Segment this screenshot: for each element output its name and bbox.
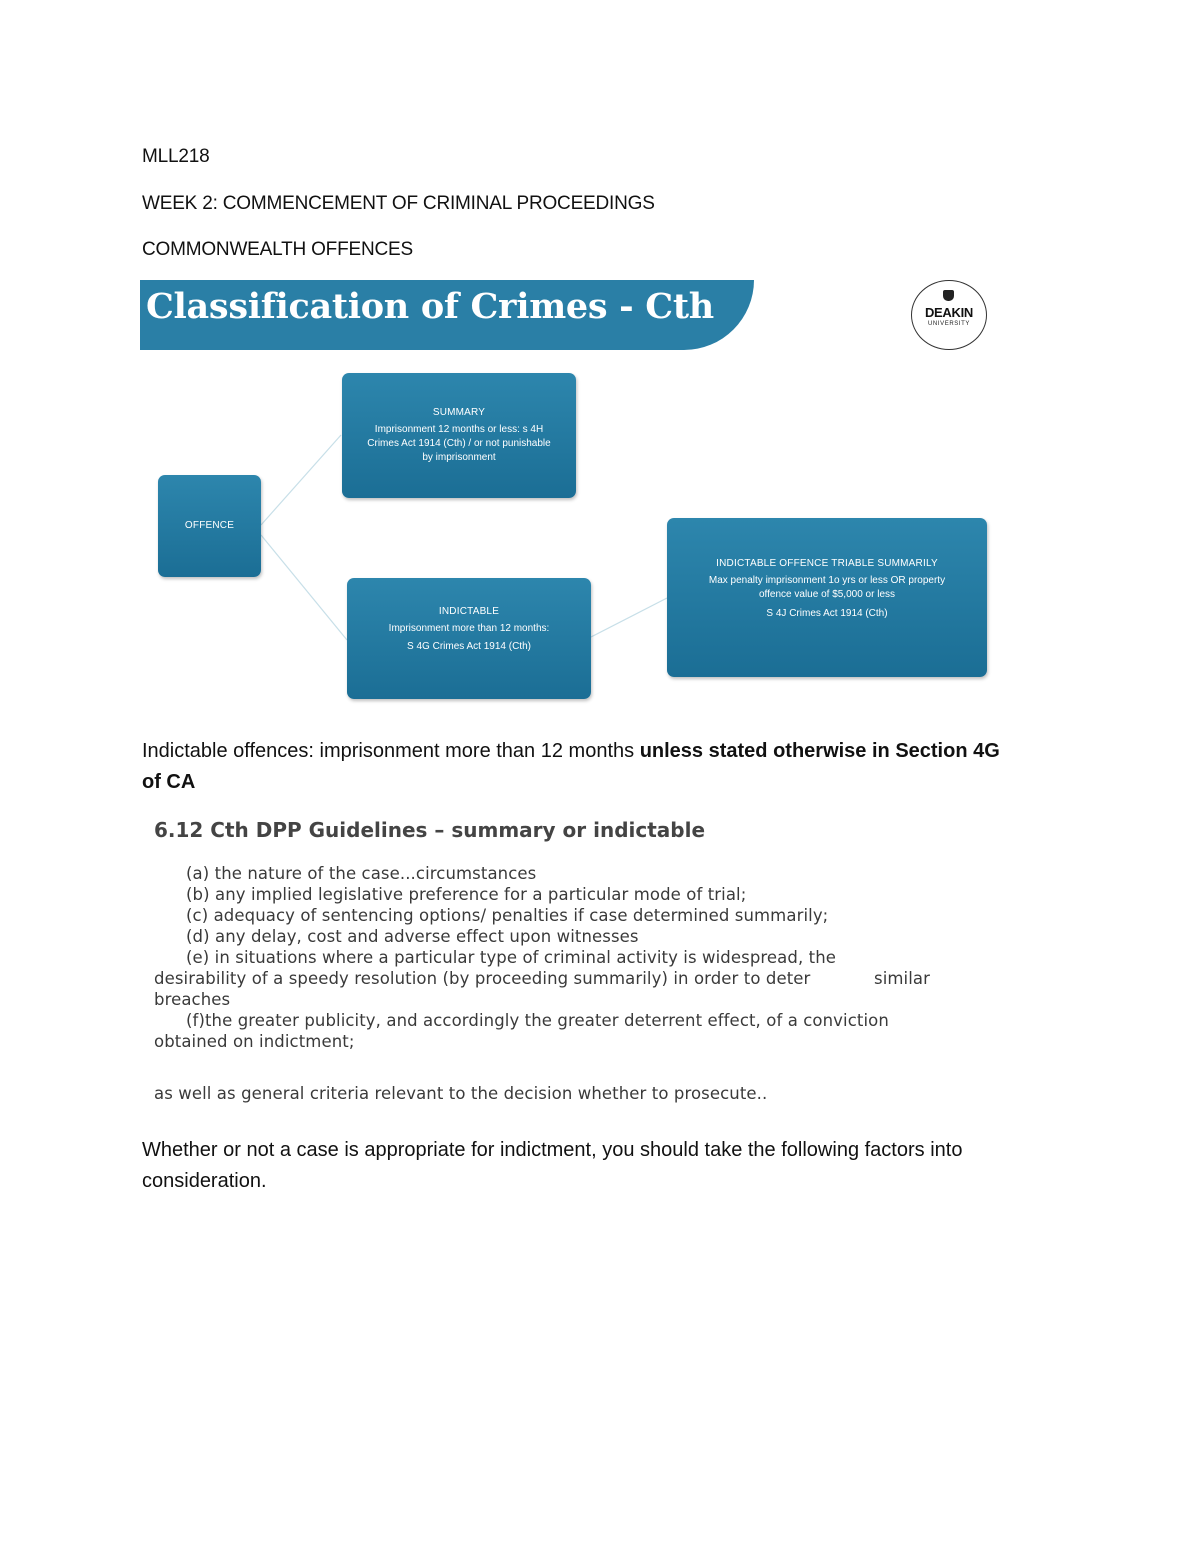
logo-sub: UNIVERSITY — [927, 321, 970, 327]
connector-indictable-triable — [591, 598, 667, 637]
dpp-item-c: (c) adequacy of sentencing options/ penalties if case determined summarily; — [186, 906, 829, 925]
node-indictable-line-1: Imprisonment more than 12 months: — [388, 623, 550, 634]
dpp-item-e-end: breaches — [154, 990, 231, 1009]
slide-title: Classification of Crimes - Cth — [146, 286, 714, 327]
node-offence — [158, 475, 261, 577]
dpp-item-f-end: obtained on indictment; — [154, 1032, 355, 1051]
node-triable-line-2: offence value of $5,000 or less — [758, 589, 896, 600]
node-offence-title: OFFENCE — [184, 520, 235, 531]
node-summary-line-2: Crimes Act 1914 (Cth) / or not punishable — [367, 438, 551, 449]
connector-offence-indictable — [261, 535, 347, 640]
node-triable-line-3: S 4J Crimes Act 1914 (Cth) — [766, 608, 888, 619]
node-triable-line-1: Max penalty imprisonment 1o yrs or less OR property — [708, 575, 946, 586]
section-title: COMMONWEALTH OFFENCES — [142, 239, 413, 260]
indictable-paragraph — [142, 736, 1062, 798]
final-line-2: consideration. — [142, 1170, 267, 1192]
dpp-item-b: (b) any implied legislative preference for a particular mode of trial; — [186, 885, 747, 904]
course-code: MLL218 — [142, 146, 210, 167]
dpp-title: 6.12 Cth DPP Guidelines – summary or indictable — [154, 818, 706, 842]
connector-offence-summary — [261, 435, 341, 525]
indictable-bold-1: unless stated otherwise in Section 4G — [639, 740, 1000, 762]
dpp-item-e-cont: desirability of a speedy resolution (by proceeding summarily) in order to deter — [154, 969, 811, 988]
node-indictable-line-2: S 4G Crimes Act 1914 (Cth) — [407, 641, 531, 652]
dpp-item-d: (d) any delay, cost and adverse effect upon witnesses — [186, 927, 639, 946]
node-summary-line-3: by imprisonment — [422, 452, 496, 463]
dpp-item-e: (e) in situations where a particular type of criminal activity is widespread, the — [186, 948, 837, 967]
node-indictable-title: INDICTABLE — [438, 606, 500, 617]
node-triable-summarily — [667, 518, 987, 677]
node-summary-line-1: Imprisonment 12 months or less: s 4H — [374, 424, 544, 435]
week-title: WEEK 2: COMMENCEMENT OF CRIMINAL PROCEEDINGS — [142, 193, 655, 214]
dpp-item-e-similar: similar — [874, 969, 931, 988]
node-indictable — [347, 578, 591, 699]
dpp-item-a: (a) the nature of the case...circumstances — [186, 864, 537, 883]
classification-slide — [140, 280, 1010, 705]
node-summary-title: SUMMARY — [432, 407, 486, 418]
node-triable-title: INDICTABLE OFFENCE TRIABLE SUMMARILY — [716, 558, 938, 569]
final-line-1: Whether or not a case is appropriate for indictment, you should take the following factors into — [142, 1139, 963, 1161]
dpp-item-f: (f)the greater publicity, and accordingly the greater deterrent effect, of a conviction — [186, 1011, 889, 1030]
logo-name: DEAKIN — [924, 305, 974, 320]
indictable-bold-2: of CA — [142, 771, 196, 793]
indictable-plain: Indictable offences: imprisonment more than 12 months — [142, 740, 640, 762]
final-paragraph — [142, 1135, 1062, 1197]
node-summary — [342, 373, 576, 498]
dpp-closing: as well as general criteria relevant to the decision whether to prosecute.. — [154, 1084, 768, 1103]
dpp-guidelines — [154, 818, 974, 1118]
